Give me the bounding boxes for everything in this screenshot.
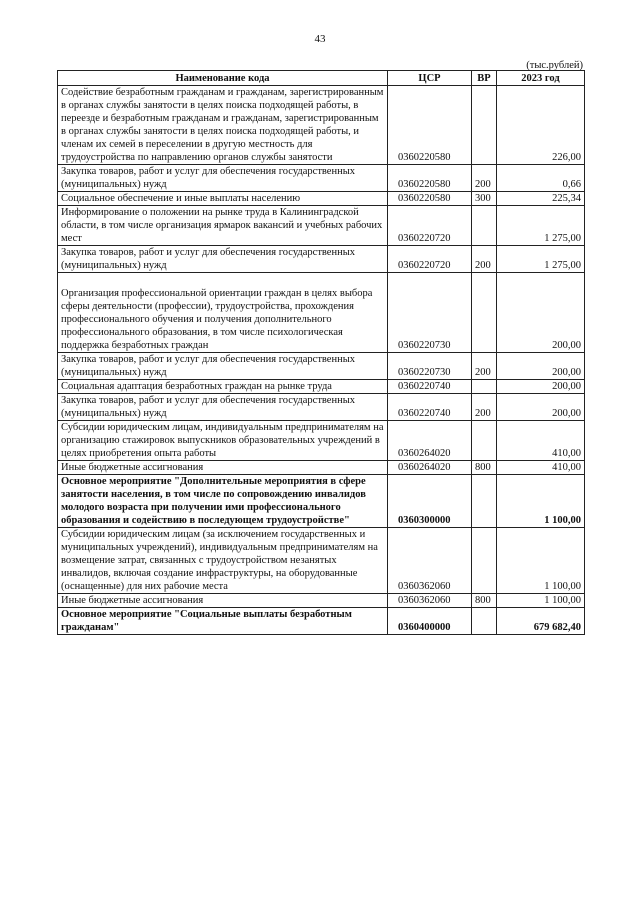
- table-row: [58, 246, 585, 273]
- row-sum: 1 100,00: [497, 594, 585, 608]
- row-name: Основное мероприятие "Социальные выплаты безработным гражданам": [58, 608, 388, 635]
- units-label: (тыс.рублей): [526, 60, 583, 71]
- row-vr: [472, 608, 497, 635]
- row-sum: 0,66: [497, 165, 585, 192]
- row-vr: 200: [472, 394, 497, 421]
- row-csr: 0360220740: [388, 394, 472, 421]
- row-csr: 0360220580: [388, 86, 472, 165]
- row-vr: [472, 273, 497, 353]
- table-row: [58, 475, 585, 528]
- row-vr: [472, 475, 497, 528]
- row-name: Закупка товаров, работ и услуг для обеспечения государственных (муниципальных) нужд: [58, 394, 388, 421]
- row-csr: 0360264020: [388, 421, 472, 461]
- row-name: Иные бюджетные ассигнования: [58, 594, 388, 608]
- row-csr: 0360220730: [388, 353, 472, 380]
- table-row: [58, 594, 585, 608]
- row-csr: 0360220720: [388, 246, 472, 273]
- header-vr: ВР: [472, 71, 497, 86]
- budget-table: [57, 70, 585, 635]
- row-sum: 200,00: [497, 380, 585, 394]
- row-vr: [472, 528, 497, 594]
- row-vr: 200: [472, 246, 497, 273]
- table-row: [58, 528, 585, 594]
- table-row: [58, 608, 585, 635]
- table-row: [58, 165, 585, 192]
- row-sum: 200,00: [497, 353, 585, 380]
- row-csr: 0360220580: [388, 165, 472, 192]
- row-sum: 1 275,00: [497, 246, 585, 273]
- header-sum: 2023 год: [497, 71, 585, 86]
- page-number: 43: [314, 33, 326, 45]
- row-name: Субсидии юридическим лицам (за исключением государственных и муниципальных учреждений), индивидуальным предпринимателям на возмещение затрат, связанных с трудоустройством незанятых инвалидов, включая создание инфраструктуры, на оборудованные (оснащенные) для них рабочие места: [58, 528, 388, 594]
- table-row: [58, 394, 585, 421]
- row-csr: 0360264020: [388, 461, 472, 475]
- table-row: [58, 353, 585, 380]
- row-csr: 0360220580: [388, 192, 472, 206]
- row-sum: 410,00: [497, 461, 585, 475]
- row-sum: 679 682,40: [497, 608, 585, 635]
- row-name: Социальная адаптация безработных граждан на рынке труда: [58, 380, 388, 394]
- table-row: [58, 273, 585, 353]
- row-sum: 1 275,00: [497, 206, 585, 246]
- row-csr: 0360362060: [388, 528, 472, 594]
- row-csr: 0360220740: [388, 380, 472, 394]
- row-sum: 225,34: [497, 192, 585, 206]
- row-name: Социальное обеспечение и иные выплаты населению: [58, 192, 388, 206]
- row-name: Субсидии юридическим лицам, индивидуальным предпринимателям на организацию стажировок выпускников образовательных учреждений в целях приобретения опыта работы: [58, 421, 388, 461]
- row-name: Информирование о положении на рынке труда в Калининградской области, в том числе организация ярмарок вакансий и учебных рабочих мест: [58, 206, 388, 246]
- row-csr: 0360220730: [388, 273, 472, 353]
- row-vr: 200: [472, 353, 497, 380]
- row-sum: 410,00: [497, 421, 585, 461]
- row-name: Организация профессиональной ориентации граждан в целях выбора сферы деятельности (профессии), трудоустройства, прохождения профессионального обучения и получения дополнительного профессионального образования, в том числе психологическая поддержка безработных граждан: [58, 273, 388, 353]
- header-csr: ЦСР: [388, 71, 472, 86]
- table-row: [58, 421, 585, 461]
- table-header-row: [58, 71, 585, 86]
- row-name: Содействие безработным гражданам и гражданам, зарегистрированным в органах службы занятости в целях поиска подходящей работы, в переезде и безработным гражданам и гражданам, зарегистрированным в органах службы занятости в целях поиска подходящей работы, и членам их семей в переселении в другую местность для трудоустройства по направлению органов службы занятости: [58, 86, 388, 165]
- table-row: [58, 86, 585, 165]
- row-csr: 0360400000: [388, 608, 472, 635]
- row-csr: 0360220720: [388, 206, 472, 246]
- row-vr: 200: [472, 165, 497, 192]
- row-sum: 1 100,00: [497, 475, 585, 528]
- header-name: Наименование кода: [58, 71, 388, 86]
- row-name: Закупка товаров, работ и услуг для обеспечения государственных (муниципальных) нужд: [58, 246, 388, 273]
- row-sum: 200,00: [497, 273, 585, 353]
- table-row: [58, 380, 585, 394]
- row-vr: [472, 86, 497, 165]
- row-csr: 0360362060: [388, 594, 472, 608]
- row-name: Основное мероприятие "Дополнительные мероприятия в сфере занятости населения, в том числе по сопровождению инвалидов молодого возраста при получении ими профессионального образования и содействию в последующем трудоустройстве": [58, 475, 388, 528]
- row-vr: 300: [472, 192, 497, 206]
- row-name: Закупка товаров, работ и услуг для обеспечения государственных (муниципальных) нужд: [58, 165, 388, 192]
- row-sum: 1 100,00: [497, 528, 585, 594]
- row-vr: [472, 380, 497, 394]
- row-csr: 0360300000: [388, 475, 472, 528]
- row-name: Закупка товаров, работ и услуг для обеспечения государственных (муниципальных) нужд: [58, 353, 388, 380]
- row-vr: 800: [472, 594, 497, 608]
- table-row: [58, 192, 585, 206]
- row-name: Иные бюджетные ассигнования: [58, 461, 388, 475]
- row-vr: 800: [472, 461, 497, 475]
- row-vr: [472, 421, 497, 461]
- table-row: [58, 206, 585, 246]
- row-sum: 200,00: [497, 394, 585, 421]
- table-row: [58, 461, 585, 475]
- row-sum: 226,00: [497, 86, 585, 165]
- row-vr: [472, 206, 497, 246]
